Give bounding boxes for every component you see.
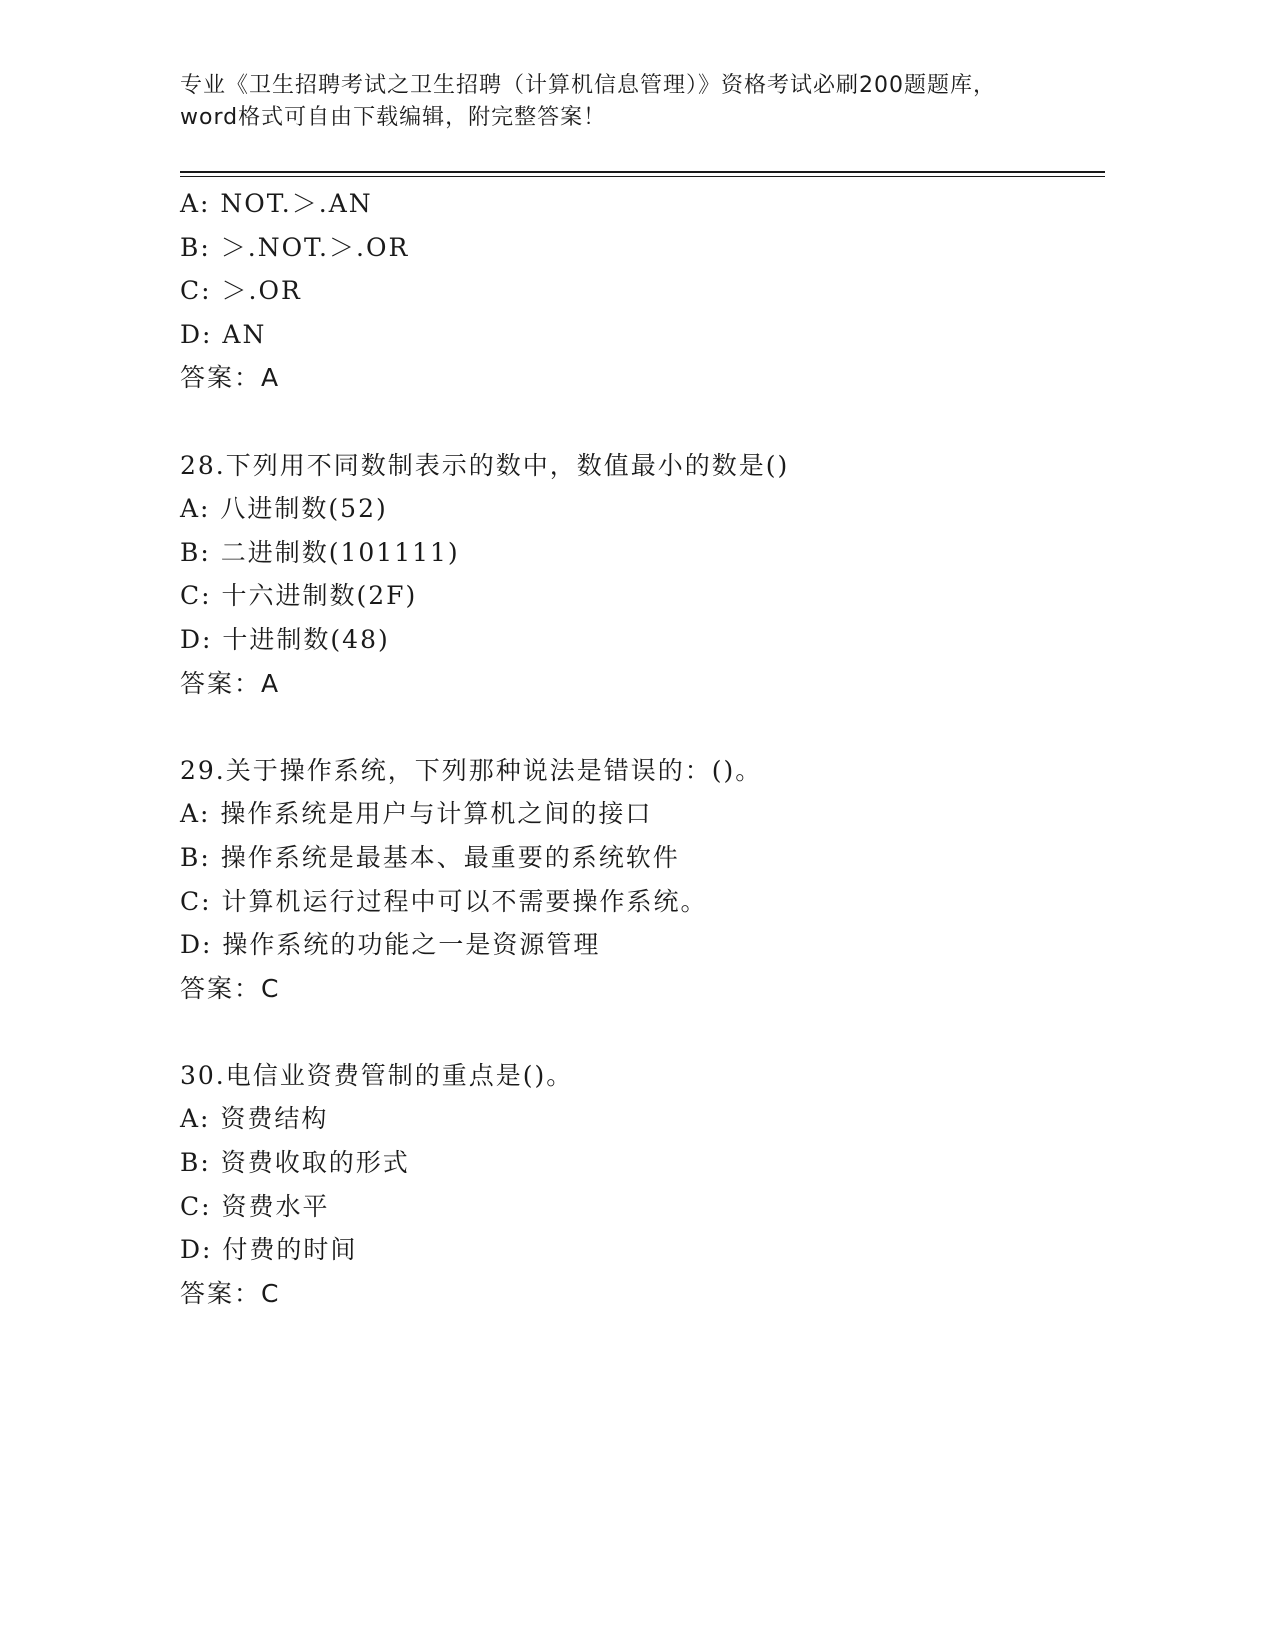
option-b: B: ＞.NOT.＞.OR: [180, 232, 410, 262]
question-stem: 30.电信业资费管制的重点是()。: [180, 1060, 574, 1090]
option-d: D: 付费的时间: [180, 1235, 358, 1265]
option-c: C: ＞.OR: [180, 276, 302, 306]
answer-line: 答案：C: [180, 973, 281, 1003]
header-title-line-2: word格式可自由下载编辑，附完整答案！: [180, 105, 607, 130]
question-block: [180, 1054, 1105, 1316]
header-title-line-1: 专业《卫生招聘考试之卫生招聘（计算机信息管理）》资格考试必刷200题题库，: [180, 73, 996, 98]
question-block: [180, 749, 1105, 1011]
option-c: C: 资费水平: [180, 1191, 330, 1221]
question-stem: 28.下列用不同数制表示的数中，数值最小的数是(): [180, 450, 790, 480]
spacer: [180, 705, 1105, 749]
question-list: [180, 182, 1105, 1315]
option-a: A: 八进制数(52): [180, 494, 388, 524]
question-block-continued: [180, 182, 1105, 400]
answer-line: 答案：C: [180, 1278, 281, 1308]
option-a: A: 操作系统是用户与计算机之间的接口: [180, 799, 653, 829]
header-divider-thick: [180, 171, 1105, 173]
option-b: B: 二进制数(101111): [180, 537, 460, 567]
option-d: D: 操作系统的功能之一是资源管理: [180, 930, 601, 960]
answer-line: 答案：A: [180, 668, 281, 698]
option-d: D: 十进制数(48): [180, 624, 390, 654]
question-stem: 29.关于操作系统，下列那种说法是错误的：()。: [180, 755, 763, 785]
option-c: C: 计算机运行过程中可以不需要操作系统。: [180, 886, 708, 916]
option-a: A: 资费结构: [180, 1104, 329, 1134]
option-b: B: 操作系统是最基本、最重要的系统软件: [180, 842, 680, 872]
option-a: A: NOT.＞.AN: [180, 189, 373, 218]
option-b: B: 资费收取的形式: [180, 1148, 410, 1178]
question-block: [180, 444, 1105, 706]
option-c: C: 十六进制数(2F): [180, 581, 418, 611]
option-d: D: AN: [180, 319, 267, 349]
document-header: [180, 70, 1060, 134]
spacer: [180, 1010, 1105, 1054]
answer-line: 答案：A: [180, 363, 281, 393]
spacer: [180, 400, 1105, 444]
header-divider-thin: [180, 176, 1105, 177]
